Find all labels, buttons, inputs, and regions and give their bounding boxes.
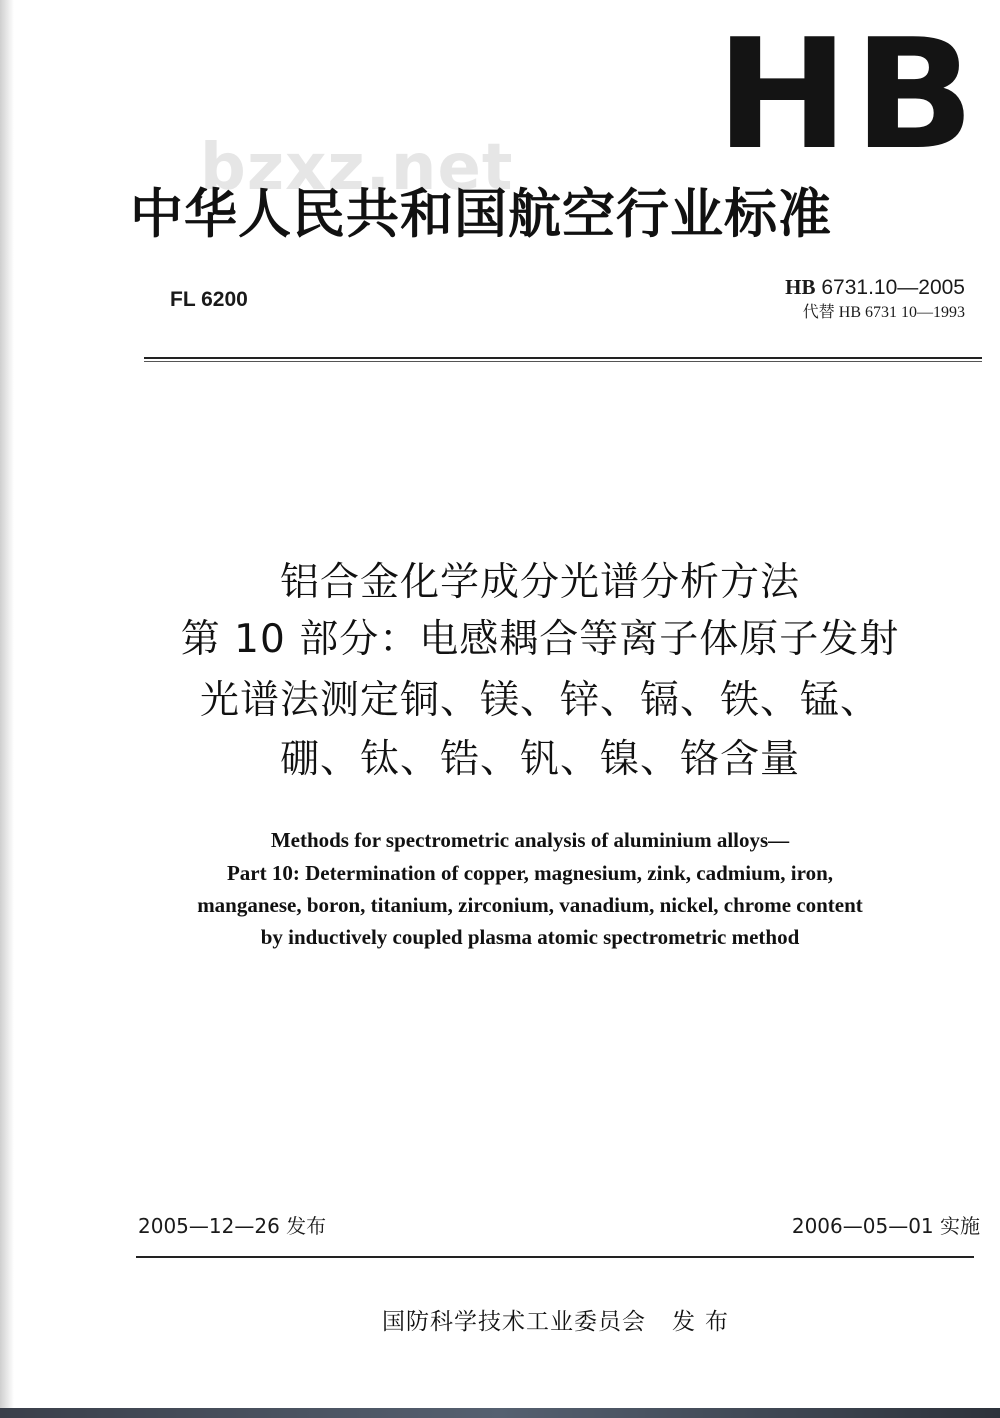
standard-prefix: HB	[785, 275, 816, 299]
title-en-line-3: manganese, boron, titanium, zirconium, vanadium, nickel, chrome content	[197, 893, 863, 917]
title-cn-line-1: 铝合金化学成分光谱分析方法	[279, 560, 800, 605]
top-divider	[144, 357, 982, 359]
publisher-action: 发布	[672, 1309, 738, 1335]
top-divider-thin	[144, 361, 982, 362]
title-cn-line-3: 光谱法测定铜、镁、锌、镉、铁、锰、	[199, 678, 880, 723]
title-en-line-1: Methods for spectrometric analysis of aluminium alloys—	[270, 828, 790, 852]
issue-date: 2005—12—26 发布	[138, 1214, 327, 1238]
publisher-line	[150, 1302, 970, 1342]
title-cn-line-4: 硼、钛、锆、钒、镍、铬含量	[279, 737, 800, 782]
replaces-standard: 代替 HB 6731 10—1993	[802, 304, 965, 321]
title-en-line-2: Part 10: Determination of copper, magnesium, zink, cadmium, iron,	[226, 861, 834, 885]
classification-code: FL 6200	[170, 288, 248, 311]
org-title: 中华人民共和国航空行业标准	[130, 184, 832, 245]
standard-number	[740, 273, 965, 301]
watermark: bzxz.net	[200, 131, 514, 205]
page-left-shadow	[0, 0, 14, 1418]
implement-date: 2006—05—01 实施	[791, 1214, 980, 1238]
title-cn-line-2: 第 10 部分：电感耦合等离子体原子发射	[180, 617, 900, 662]
publisher-name: 国防科学技术工业委员会	[382, 1309, 646, 1335]
hb-logo: HB	[715, 6, 980, 183]
bottom-divider	[136, 1256, 974, 1258]
standard-number-value: 6731.10—2005	[821, 276, 965, 299]
page-bottom-edge	[0, 1408, 1000, 1418]
title-en-line-4: by inductively coupled plasma atomic spectrometric method	[260, 925, 800, 949]
